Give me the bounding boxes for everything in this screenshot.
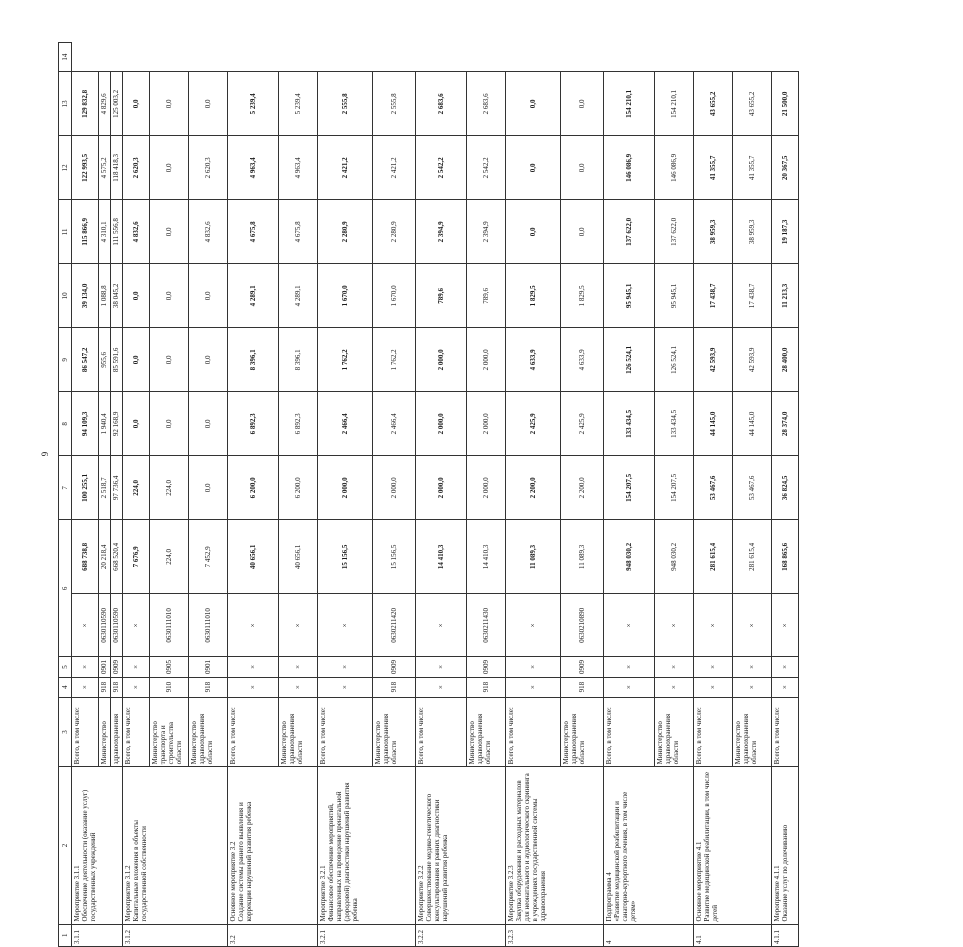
row-code-cell: 4.1.1 [772, 924, 799, 946]
target-article-cell: × [416, 594, 467, 657]
amount-cell: 14 410,3 [416, 520, 467, 594]
row-name-cell: Основное мероприятие 4.1 Развитие медицинской реабилитации, в том числе детей [694, 767, 772, 924]
program-funding-table [58, 42, 799, 947]
page-number: 6 [39, 451, 50, 457]
amount-cell: 4 675,8 [279, 200, 318, 264]
amount-cell: 17 438,7 [733, 264, 772, 328]
amount-cell: 1 762,2 [373, 328, 416, 392]
amount-cell: 2 683,6 [467, 72, 506, 136]
amount-cell: 126 524,1 [604, 328, 655, 392]
amount-cell: 11 213,3 [772, 264, 799, 328]
executor-cell: Всего, в том числе: [318, 697, 373, 767]
section-code-cell: × [694, 657, 733, 677]
amount-cell: 100 255,1 [72, 456, 99, 520]
section-code-cell: × [123, 657, 150, 677]
amount-cell: 789,6 [467, 264, 506, 328]
target-article-cell: × [279, 594, 318, 657]
amount-cell: 28 374,0 [772, 392, 799, 456]
column-number-cell: 2 [59, 767, 72, 924]
amount-cell: 2 394,9 [416, 200, 467, 264]
amount-cell: 42 593,9 [694, 328, 733, 392]
row-code-cell: 4.1 [694, 924, 772, 946]
target-article-cell: × [604, 594, 655, 657]
amount-cell: 39 134,0 [72, 264, 99, 328]
amount-cell: 28 400,0 [772, 328, 799, 392]
executor-cell: Всего, в том числе: [123, 697, 150, 767]
amount-cell: 0,0 [150, 72, 189, 136]
row-name-cell: Подпрограмма 4 «Развитие медицинской реабилитации и санаторно-курортного лечения, в том числе детям» [604, 767, 694, 924]
executor-cell: Министерство здравоохранения области [467, 697, 506, 767]
amount-cell: 92 168,9 [111, 392, 123, 456]
section-code-cell: × [416, 657, 467, 677]
section-code-cell: × [72, 657, 99, 677]
amount-cell: 4 289,1 [279, 264, 318, 328]
column-number-cell: 8 [59, 392, 72, 456]
section-code-cell: × [279, 657, 318, 677]
amount-cell: 4 633,9 [506, 328, 561, 392]
amount-cell: 2 000,0 [467, 392, 506, 456]
executor-cell: Всего, в том числе: [694, 697, 733, 767]
budget-code-cell: 918 [189, 677, 228, 697]
amount-cell: 53 467,6 [694, 456, 733, 520]
amount-cell: 4 633,9 [561, 328, 604, 392]
amount-cell: 0,0 [561, 200, 604, 264]
amount-cell: 2 280,9 [373, 200, 416, 264]
column-number-row [59, 43, 72, 947]
amount-cell: 129 832,8 [72, 72, 99, 136]
amount-cell: 95 945,1 [655, 264, 694, 328]
amount-cell: 20 218,4 [99, 520, 111, 594]
amount-cell: 95 945,1 [604, 264, 655, 328]
amount-cell: 7 452,9 [189, 520, 228, 594]
amount-cell: 2 518,7 [99, 456, 111, 520]
amount-cell: 38 959,3 [733, 200, 772, 264]
target-article-cell: 0630210890 [561, 594, 604, 657]
target-article-cell: 0630111010 [150, 594, 189, 657]
amount-cell: 224,0 [150, 456, 189, 520]
amount-cell: 5 239,4 [279, 72, 318, 136]
row-name-cell: Мероприятие 4.1.1 Оказание услуг по долечиванию [772, 767, 799, 924]
target-article-cell: × [318, 594, 373, 657]
amount-cell: 2 000,0 [373, 456, 416, 520]
amount-cell: 137 622,0 [655, 200, 694, 264]
budget-code-cell: × [318, 677, 373, 697]
amount-cell: 0,0 [123, 72, 150, 136]
amount-cell: 125 003,2 [111, 72, 123, 136]
amount-cell: 2 620,3 [123, 136, 150, 200]
amount-cell: 14 410,3 [467, 520, 506, 594]
section-code-cell: 0901 [189, 657, 228, 677]
amount-cell: 111 556,8 [111, 200, 123, 264]
column-number-cell: 13 [59, 72, 72, 136]
amount-cell: 1 670,0 [373, 264, 416, 328]
amount-cell: 38 959,3 [694, 200, 733, 264]
amount-cell: 133 434,5 [604, 392, 655, 456]
table-row [318, 43, 373, 947]
amount-cell: 1 670,0 [318, 264, 373, 328]
amount-cell: 2 425,9 [561, 392, 604, 456]
budget-code-cell: 918 [111, 677, 123, 697]
amount-cell: 0,0 [189, 392, 228, 456]
target-article-cell: × [694, 594, 733, 657]
amount-cell: 4 675,8 [228, 200, 279, 264]
amount-cell: 85 591,6 [111, 328, 123, 392]
amount-cell: 2 466,4 [373, 392, 416, 456]
amount-cell: 948 030,2 [655, 520, 694, 594]
amount-cell: 2 000,0 [416, 392, 467, 456]
amount-cell: 0,0 [561, 72, 604, 136]
amount-cell: 19 187,3 [772, 200, 799, 264]
amount-cell: 42 593,9 [733, 328, 772, 392]
row-name-cell: Мероприятие 3.2.2 Совершенствование медико-генетического консультирования и ранних диагностики нарушений развития ребенка [416, 767, 506, 924]
column-number-cell: 10 [59, 264, 72, 328]
amount-cell: 11 089,3 [506, 520, 561, 594]
amount-cell: 94 109,3 [72, 392, 99, 456]
row-name-cell: Основное мероприятие 3.2 Создание системы раннего выявления и коррекции нарушений развития ребенка [228, 767, 318, 924]
section-code-cell: 0909 [373, 657, 416, 677]
executor-cell: Всего, в том числе: [604, 697, 655, 767]
column-number-cell: 5 [59, 657, 72, 677]
row-code-cell: 3.1.1 [72, 924, 123, 946]
budget-code-cell: × [123, 677, 150, 697]
amount-cell: 8 396,1 [228, 328, 279, 392]
budget-code-cell: × [279, 677, 318, 697]
amount-cell: 1 088,8 [99, 264, 111, 328]
amount-cell: 0,0 [123, 392, 150, 456]
section-code-cell: × [772, 657, 799, 677]
amount-cell: 4 829,6 [99, 72, 111, 136]
rotated-page-frame [58, 42, 963, 944]
amount-cell: 44 145,0 [694, 392, 733, 456]
executor-cell: Министерство здравоохранения области [279, 697, 318, 767]
row-code-cell: 3.2.3 [506, 924, 604, 946]
target-article-cell: × [72, 594, 99, 657]
amount-cell: 2 555,8 [373, 72, 416, 136]
target-article-cell: × [655, 594, 694, 657]
table-row [416, 43, 467, 947]
budget-code-cell: × [655, 677, 694, 697]
amount-cell: 668 520,4 [111, 520, 123, 594]
amount-cell: 0,0 [150, 200, 189, 264]
amount-cell: 4 832,6 [123, 200, 150, 264]
table-row [604, 43, 655, 947]
executor-cell: Министерство [99, 697, 111, 767]
amount-cell: 15 156,5 [373, 520, 416, 594]
executor-cell: здравоохранения [111, 697, 123, 767]
column-number-cell: 7 [59, 456, 72, 520]
row-code-cell: 3.2.1 [318, 924, 416, 946]
amount-cell: 0,0 [150, 328, 189, 392]
target-article-cell: × [733, 594, 772, 657]
amount-cell: 44 145,0 [733, 392, 772, 456]
amount-cell: 97 736,4 [111, 456, 123, 520]
amount-cell: 137 622,0 [604, 200, 655, 264]
amount-cell: 224,0 [150, 520, 189, 594]
section-code-cell: 0901 [99, 657, 111, 677]
column-number-cell: 11 [59, 200, 72, 264]
amount-cell: 2 200,0 [506, 456, 561, 520]
amount-cell: 0,0 [561, 136, 604, 200]
row-code-cell: 3.2 [228, 924, 318, 946]
budget-code-cell: × [694, 677, 733, 697]
amount-cell: 2 425,9 [506, 392, 561, 456]
column-number-cell: 9 [59, 328, 72, 392]
amount-cell: 1 829,5 [561, 264, 604, 328]
executor-cell: Министерство здравоохранения области [561, 697, 604, 767]
section-code-cell: × [228, 657, 279, 677]
amount-cell: 1 829,5 [506, 264, 561, 328]
amount-cell: 2 000,0 [467, 456, 506, 520]
executor-cell: Министерство здравоохранения области [733, 697, 772, 767]
target-article-cell: 0630110590 [99, 594, 111, 657]
amount-cell: 6 200,0 [279, 456, 318, 520]
amount-cell: 224,0 [123, 456, 150, 520]
rotated-table-wrapper [58, 42, 790, 947]
budget-code-cell: 910 [150, 677, 189, 697]
amount-cell: 955,6 [99, 328, 111, 392]
executor-cell: Всего, в том числе: [228, 697, 279, 767]
executor-cell: Всего, в том числе: [506, 697, 561, 767]
budget-code-cell: 918 [467, 677, 506, 697]
amount-cell: 0,0 [189, 72, 228, 136]
budget-code-cell: × [772, 677, 799, 697]
column-number-cell: 6 [59, 520, 72, 657]
table-row [123, 43, 150, 947]
amount-cell: 0,0 [189, 328, 228, 392]
amount-cell: 11 089,3 [561, 520, 604, 594]
amount-cell: 4 963,4 [228, 136, 279, 200]
budget-code-cell: × [228, 677, 279, 697]
target-article-cell: 0630211430 [467, 594, 506, 657]
table-row [772, 43, 799, 947]
amount-cell: 281 615,4 [733, 520, 772, 594]
column-number-cell: 12 [59, 136, 72, 200]
section-code-cell: × [733, 657, 772, 677]
amount-cell: 1 762,2 [318, 328, 373, 392]
amount-cell: 40 656,1 [228, 520, 279, 594]
column-number-cell: 14 [59, 43, 72, 72]
amount-cell: 5 239,4 [228, 72, 279, 136]
amount-cell: 6 892,3 [279, 392, 318, 456]
amount-cell: 41 355,7 [694, 136, 733, 200]
amount-cell: 2 394,9 [467, 200, 506, 264]
row-code-cell: 3.2.2 [416, 924, 506, 946]
amount-cell: 122 993,5 [72, 136, 99, 200]
column-number-cell: 1 [59, 924, 72, 946]
amount-cell: 0,0 [123, 264, 150, 328]
amount-cell: 53 467,6 [733, 456, 772, 520]
amount-cell: 2 683,6 [416, 72, 467, 136]
amount-cell: 948 030,2 [604, 520, 655, 594]
amount-cell: 118 418,3 [111, 136, 123, 200]
target-article-cell: 0630111010 [189, 594, 228, 657]
table-row [694, 43, 733, 947]
section-code-cell: 0909 [467, 657, 506, 677]
amount-cell: 2 000,0 [416, 456, 467, 520]
section-code-cell: 0905 [150, 657, 189, 677]
amount-cell: 154 210,1 [655, 72, 694, 136]
amount-cell: 4 832,6 [189, 200, 228, 264]
amount-cell: 0,0 [123, 328, 150, 392]
budget-code-cell: × [72, 677, 99, 697]
executor-cell: Министерство здравоохранения области [655, 697, 694, 767]
amount-cell: 0,0 [150, 136, 189, 200]
amount-cell: 154 207,5 [604, 456, 655, 520]
table-row [506, 43, 561, 947]
row-code-cell: 3.1.2 [123, 924, 228, 946]
amount-cell: 4 575,2 [99, 136, 111, 200]
amount-cell: 2 466,4 [318, 392, 373, 456]
section-code-cell: × [506, 657, 561, 677]
amount-cell: 146 086,9 [604, 136, 655, 200]
amount-cell: 2 000,0 [467, 328, 506, 392]
budget-code-cell: × [506, 677, 561, 697]
budget-code-cell: × [416, 677, 467, 697]
section-code-cell: 0909 [561, 657, 604, 677]
target-article-cell: × [228, 594, 279, 657]
amount-cell: 43 655,2 [694, 72, 733, 136]
executor-cell: Всего, в том числе: [72, 697, 99, 767]
amount-cell: 17 438,7 [694, 264, 733, 328]
table-row [228, 43, 279, 947]
row-name-cell: Мероприятие 3.2.1 Финансовое обеспечение мероприятий, направленных на проведение пренатальной (дородовой) диагностики нарушений развития ребенка [318, 767, 416, 924]
amount-cell: 281 615,4 [694, 520, 733, 594]
amount-cell: 115 866,9 [72, 200, 99, 264]
amount-cell: 168 865,6 [772, 520, 799, 594]
budget-code-cell: 918 [99, 677, 111, 697]
amount-cell: 2 421,2 [373, 136, 416, 200]
amount-cell: 15 156,5 [318, 520, 373, 594]
section-code-cell: 0909 [111, 657, 123, 677]
executor-cell: Министерство здравоохранения области [189, 697, 228, 767]
executor-cell: Всего, в том числе: [772, 697, 799, 767]
amount-cell: 2 200,0 [561, 456, 604, 520]
amount-cell: 2 542,2 [467, 136, 506, 200]
amount-cell: 38 045,2 [111, 264, 123, 328]
amount-cell: 40 656,1 [279, 520, 318, 594]
row-code-cell: 4 [604, 924, 694, 946]
amount-cell: 0,0 [506, 72, 561, 136]
row-name-cell: Мероприятие 3.1.2 Капитальные вложения в объекты государственной собственности [123, 767, 228, 924]
amount-cell: 688 738,8 [72, 520, 99, 594]
amount-cell: 8 396,1 [279, 328, 318, 392]
amount-cell: 6 200,0 [228, 456, 279, 520]
budget-code-cell: 918 [373, 677, 416, 697]
amount-cell: 0,0 [150, 392, 189, 456]
amount-cell: 133 434,5 [655, 392, 694, 456]
amount-cell: 0,0 [150, 264, 189, 328]
amount-cell: 36 824,5 [772, 456, 799, 520]
amount-cell: 2 280,9 [318, 200, 373, 264]
amount-cell: 0,0 [506, 200, 561, 264]
amount-cell: 1 940,4 [99, 392, 111, 456]
section-code-cell: × [604, 657, 655, 677]
column-number-cell: 4 [59, 677, 72, 697]
row-name-cell: Мероприятие 3.1.1 Обеспечение деятельности (оказание услуг) государственных учреждений [72, 767, 123, 924]
section-code-cell: × [655, 657, 694, 677]
amount-cell: 154 207,5 [655, 456, 694, 520]
target-article-cell: 0630110590 [111, 594, 123, 657]
row-name-cell: Мероприятие 3.2.3 Закупка оборудования и расходных материалов для неонатального и аудиологического скрининга в учреждениях государственной системы здравоохранения [506, 767, 604, 924]
target-article-cell: × [506, 594, 561, 657]
target-article-cell: × [123, 594, 150, 657]
amount-cell: 2 620,3 [189, 136, 228, 200]
executor-cell: Министерство здравоохранения области [373, 697, 416, 767]
amount-cell: 20 367,5 [772, 136, 799, 200]
amount-cell: 146 086,9 [655, 136, 694, 200]
amount-cell: 4 963,4 [279, 136, 318, 200]
amount-cell: 0,0 [189, 264, 228, 328]
amount-cell: 2 555,8 [318, 72, 373, 136]
budget-code-cell: × [604, 677, 655, 697]
executor-cell: Всего, в том числе: [416, 697, 467, 767]
amount-cell: 21 500,0 [772, 72, 799, 136]
amount-cell: 0,0 [506, 136, 561, 200]
amount-cell: 4 310,1 [99, 200, 111, 264]
section-code-cell: × [318, 657, 373, 677]
budget-code-cell: 918 [561, 677, 604, 697]
amount-cell: 43 655,2 [733, 72, 772, 136]
target-article-cell: × [772, 594, 799, 657]
column-number-cell: 3 [59, 697, 72, 767]
executor-cell: Министерство транспорта и строительства области [150, 697, 189, 767]
amount-cell: 6 892,3 [228, 392, 279, 456]
amount-cell: 86 547,2 [72, 328, 99, 392]
target-article-cell: 0630211420 [373, 594, 416, 657]
amount-cell: 2 000,0 [318, 456, 373, 520]
amount-cell: 2 421,2 [318, 136, 373, 200]
amount-cell: 4 289,1 [228, 264, 279, 328]
amount-cell: 126 524,1 [655, 328, 694, 392]
amount-cell: 41 355,7 [733, 136, 772, 200]
table-row [72, 43, 99, 947]
amount-cell: 7 676,9 [123, 520, 150, 594]
amount-cell: 2 000,0 [416, 328, 467, 392]
amount-cell: 154 210,1 [604, 72, 655, 136]
budget-code-cell: × [733, 677, 772, 697]
amount-cell: 789,6 [416, 264, 467, 328]
amount-cell: 0,0 [189, 456, 228, 520]
amount-cell: 2 542,2 [416, 136, 467, 200]
